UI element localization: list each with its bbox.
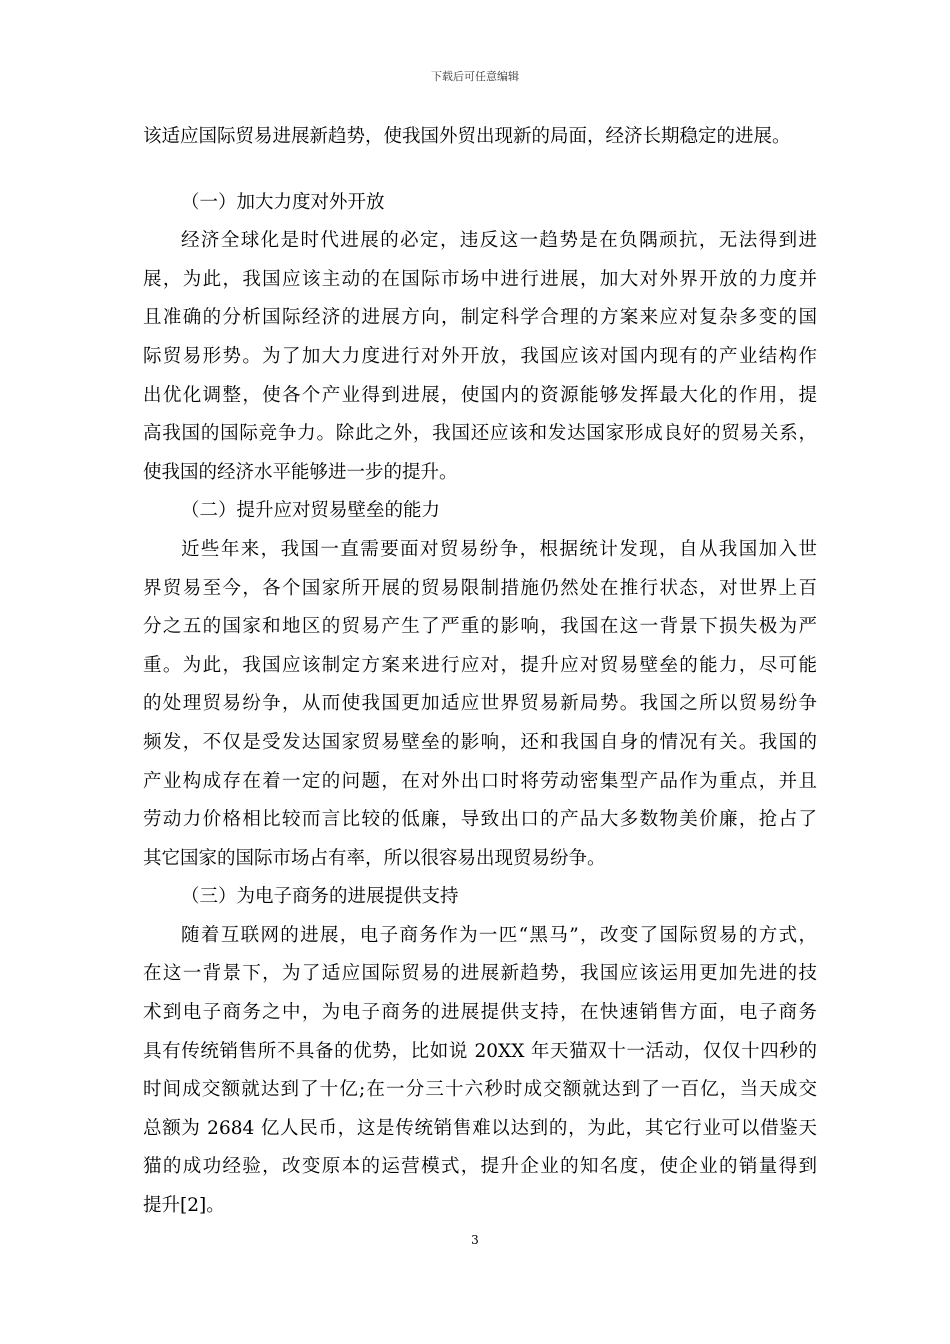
paragraph-line: 界贸易至今，各个国家所开展的贸易限制措施仍然处在推行状态，对世界上百 (143, 577, 817, 599)
paragraph-line: 分之五的国家和地区的贸易产生了严重的影响，我国在这一背景下损失极为严 (143, 616, 817, 638)
paragraph-line: 的处理贸易纷争，从而使我国更加适应世界贸易新局势。我国之所以贸易纷争 (143, 693, 817, 715)
paragraph-line: 近些年来，我国一直需要面对贸易纷争，根据统计发现，自从我国加入世 (181, 538, 817, 560)
page-header: 下载后可任意编辑 (431, 70, 519, 83)
paragraph-line: 经济全球化是时代进展的必定，违反这一趋势是在负隅顽抗，无法得到进 (181, 230, 817, 252)
section-heading: （二）提升应对贸易壁垒的能力 (181, 500, 441, 522)
paragraph-line: 展，为此，我国应该主动的在国际市场中进行进展，加大对外界开放的力度并 (143, 268, 817, 290)
paragraph-line: 重。为此，我国应该制定方案来进行应对，提升应对贸易壁垒的能力，尽可能 (143, 654, 817, 676)
paragraph-line: 提升[2]。 (143, 1195, 225, 1217)
paragraph-line: 高我国的国际竞争力。除此之外，我国还应该和发达国家形成良好的贸易关系， (143, 423, 817, 445)
paragraph-line: 猫的成功经验，改变原本的运营模式，提升企业的知名度，使企业的销量得到 (143, 1156, 817, 1178)
paragraph-line: 且准确的分析国际经济的进展方向，制定科学合理的方案来应对复杂多变的国 (143, 307, 817, 329)
page-number: 3 (471, 1233, 479, 1247)
section-gap (143, 157, 817, 184)
section-heading: （一）加大力度对外开放 (181, 191, 385, 213)
paragraph-line: 该适应国际贸易进展新趋势，使我国外贸出现新的局面，经济长期稳定的进展。 (143, 126, 791, 147)
paragraph-line: 在这一背景下，为了适应国际贸易的进展新趋势，我国应该运用更加先进的技 (143, 963, 817, 985)
paragraph-line: 具有传统销售所不具备的优势，比如说 20XX 年天猫双十一活动，仅仅十四秒的 (143, 1040, 817, 1062)
document-body (143, 118, 817, 1226)
paragraph-line: 出优化调整，使各个产业得到进展，使国内的资源能够发挥最大化的作用，提 (143, 384, 817, 406)
paragraph-line: 随着互联网的进展，电子商务作为一匹“黑马”，改变了国际贸易的方式， (181, 924, 817, 946)
paragraph-line: 时间成交额就达到了十亿;在一分三十六秒时成交额就达到了一百亿，当天成交 (143, 1079, 817, 1101)
paragraph-line: 使我国的经济水平能够进一步的提升。 (143, 461, 458, 483)
paragraph-line: 劳动力价格相比较而言比较的低廉，导致出口的产品大多数物美价廉，抢占了 (143, 809, 817, 831)
section-heading: （三）为电子商务的进展提供支持 (181, 886, 459, 908)
paragraph-line: 其它国家的国际市场占有率，所以很容易出现贸易纷争。 (143, 847, 606, 869)
paragraph-line: 频发，不仅是受发达国家贸易壁垒的影响，还和我国自身的情况有关。我国的 (143, 731, 817, 753)
paragraph-line: 际贸易形势。为了加大力度进行对外开放，我国应该对国内现有的产业结构作 (143, 345, 817, 367)
paragraph-line: 术到电子商务之中，为电子商务的进展提供支持，在快速销售方面，电子商务 (143, 1002, 817, 1024)
paragraph-line: 产业构成存在着一定的问题，在对外出口时将劳动密集型产品作为重点，并且 (143, 770, 817, 792)
paragraph-line: 总额为 2684 亿人民币，这是传统销售难以达到的，为此，其它行业可以借鉴天 (143, 1117, 817, 1139)
